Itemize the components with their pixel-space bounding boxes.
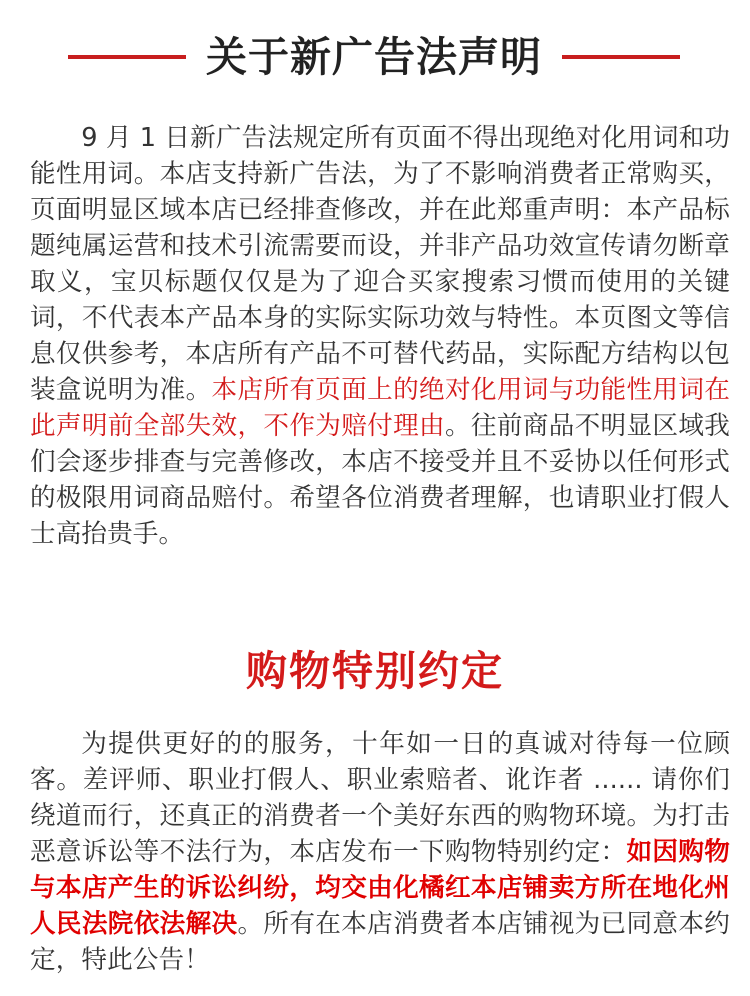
notice-paragraph-highlight: 本店所有页面上的绝对化用词与功能性用词在此声明前全部失效，不作为赔付理由 [30,375,730,441]
agreement-title: 购物特别约定 [246,647,504,695]
agreement-paragraph-main: 为提供更好的的服务，十年如一日的真诚对待每一位顾客。差评师、职业打假人、职业索赔者、讹诈者 ...... 请你们绕道而行，还真正的消费者一个美好东西的购物环境。为打击恶意诉讼等不法行为，本店发布一下购物特别约定： [30,729,730,867]
agreement-paragraph [30,726,730,978]
title-divider-left [68,55,186,59]
agreement-paragraph-highlight: 如因购物与本店产生的诉讼纠纷，均交由化橘红本店铺卖方所在地化州人民法院依法解决 [30,837,730,939]
agreement-paragraph-tail: 。所有在本店消费者本店铺视为已同意本约定，特此公告！ [30,909,730,975]
notice-paragraph-main: 9 月 1 日新广告法规定所有页面不得出现绝对化用词和功能性用词。本店支持新广告法，为了不影响消费者正常购买，页面明显区域本店已经排查修改，并在此郑重声明：本产品标题纯属运营和技术引流需要而设，并非产品功效宣传请勿断章取义，宝贝标题仅仅是为了迎合买家搜索习惯而使用的关键词，不代表本产品本身的实际实际功效与特性。本页图文等信息仅供参考，本店所有产品不可替代药品，实际配方结构以包装盒说明为准。 [30,123,730,405]
notice-title-row [0,22,750,92]
notice-title: 关于新广告法声明 [206,33,542,81]
notice-paragraph [30,120,730,552]
title-divider-right [562,55,680,59]
notice-paragraph-tail: 。往前商品不明显区域我们会逐步排查与完善修改，本店不接受并且不妥协以任何形式的极限用词商品赔付。希望各位消费者理解，也请职业打假人士高抬贵手。 [30,411,730,549]
